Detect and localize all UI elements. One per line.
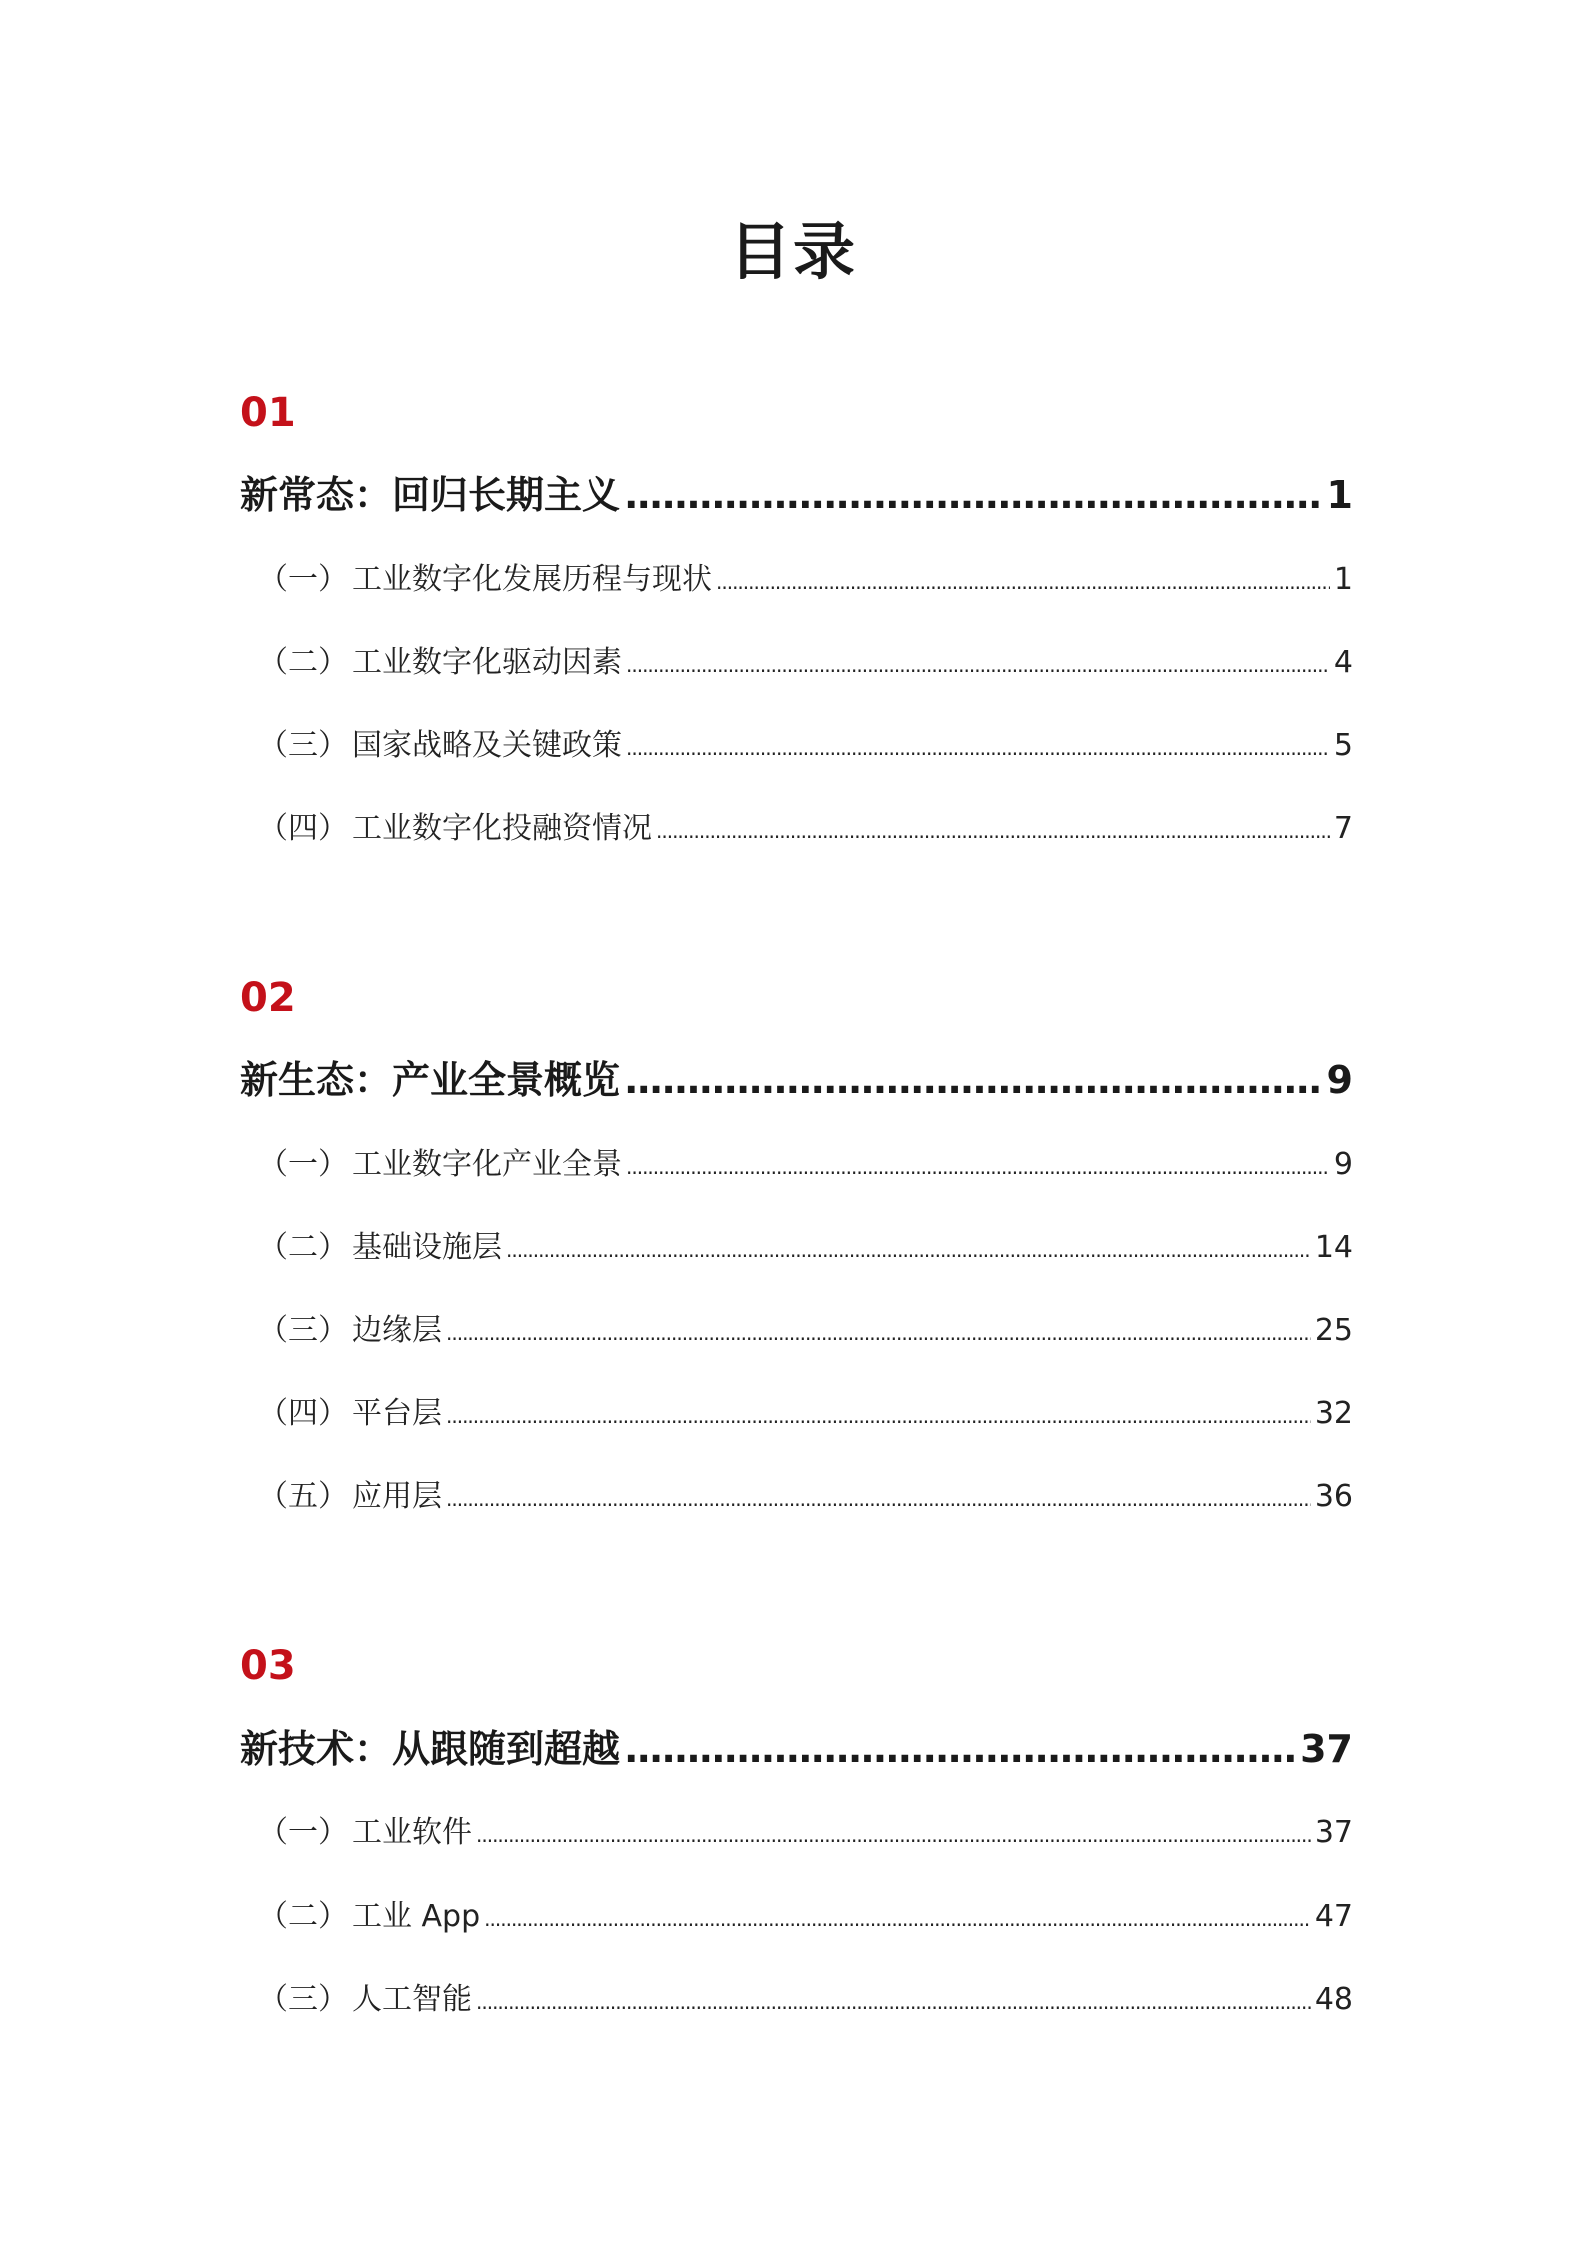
dot-leader (446, 1311, 1311, 1355)
dot-leader (446, 1394, 1311, 1438)
toc-entry[interactable] (240, 724, 1353, 770)
toc-entry[interactable] (240, 641, 1353, 687)
entry-index: （一） (258, 1815, 348, 1850)
dot-leader (624, 1052, 1323, 1108)
entry-index: （三） (258, 1313, 348, 1348)
dot-leader (626, 1145, 1330, 1189)
page-number: 37 (1314, 1815, 1353, 1850)
entry-title: 工业数字化产业全景 (352, 1147, 622, 1182)
entry-title: 工业数字化驱动因素 (352, 645, 622, 680)
page-number: 36 (1314, 1479, 1353, 1514)
entry-title: 人工智能 (352, 1982, 472, 2017)
section-number: 01 (240, 390, 296, 436)
page-number: 9 (1333, 1147, 1353, 1182)
entry-index: （三） (258, 1982, 348, 2017)
entry-index: （五） (258, 1479, 348, 1514)
page-number: 25 (1314, 1313, 1353, 1348)
toc-entry[interactable] (240, 1978, 1353, 2024)
entry-title: 应用层 (352, 1479, 442, 1514)
entry-title: 边缘层 (352, 1313, 442, 1348)
page-title: 目录 (728, 215, 857, 288)
page-number: 4 (1333, 645, 1353, 680)
page-number: 14 (1314, 1230, 1353, 1265)
page-number: 37 (1300, 1727, 1353, 1771)
page-number: 1 (1326, 473, 1353, 517)
dot-leader (624, 1721, 1296, 1777)
dot-leader (484, 1897, 1311, 1941)
entry-index: （二） (258, 645, 348, 680)
chapter-title: 新常态：回归长期主义 (240, 473, 621, 517)
dot-leader (626, 726, 1330, 770)
toc-entry[interactable] (240, 807, 1353, 853)
toc-chapter[interactable] (240, 1052, 1353, 1108)
entry-index: （二） (258, 1899, 348, 1934)
entry-title: 工业数字化发展历程与现状 (352, 562, 712, 597)
page-number: 9 (1326, 1058, 1353, 1102)
entry-title: 工业软件 (352, 1815, 472, 1850)
dot-leader (446, 1477, 1311, 1521)
entry-title: 工业 App (352, 1899, 481, 1934)
dot-leader (476, 1813, 1311, 1857)
toc-entry[interactable] (240, 1309, 1353, 1355)
entry-index: （一） (258, 562, 348, 597)
entry-title: 工业数字化投融资情况 (352, 811, 652, 846)
section-number: 03 (240, 1643, 296, 1689)
page-number: 47 (1314, 1899, 1353, 1934)
toc-entry[interactable] (240, 1226, 1353, 1272)
toc-entry[interactable] (240, 1143, 1353, 1189)
toc-entry[interactable] (240, 1895, 1353, 1941)
entry-title: 基础设施层 (352, 1230, 502, 1265)
chapter-title: 新技术：从跟随到超越 (240, 1727, 621, 1771)
page-number: 32 (1314, 1396, 1353, 1431)
entry-index: （一） (258, 1147, 348, 1182)
chapter-title: 新生态：产业全景概览 (240, 1058, 621, 1102)
dot-leader (476, 1980, 1311, 2024)
page-number: 7 (1333, 811, 1353, 846)
entry-index: （二） (258, 1230, 348, 1265)
page-number: 5 (1333, 728, 1353, 763)
toc-chapter[interactable] (240, 1721, 1353, 1777)
entry-title: 国家战略及关键政策 (352, 728, 622, 763)
toc-chapter[interactable] (240, 467, 1353, 523)
toc-entry[interactable] (240, 1811, 1353, 1857)
toc-entry[interactable] (240, 1392, 1353, 1438)
page-number: 1 (1333, 562, 1353, 597)
entry-index: （四） (258, 811, 348, 846)
toc-entry[interactable] (240, 1475, 1353, 1521)
dot-leader (626, 643, 1330, 687)
entry-index: （三） (258, 728, 348, 763)
entry-title: 平台层 (352, 1396, 442, 1431)
dot-leader (656, 809, 1330, 853)
dot-leader (716, 560, 1330, 604)
toc-entry[interactable] (240, 558, 1353, 604)
dot-leader (506, 1228, 1311, 1272)
page-number: 48 (1314, 1982, 1353, 2017)
dot-leader (624, 467, 1323, 523)
entry-index: （四） (258, 1396, 348, 1431)
section-number: 02 (240, 975, 296, 1021)
